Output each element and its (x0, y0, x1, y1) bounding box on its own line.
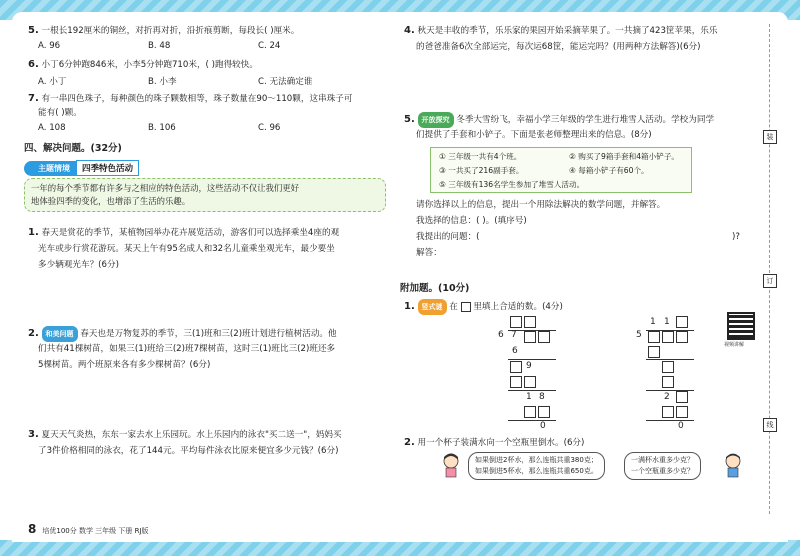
problem-5-answer: 解答： (416, 248, 442, 258)
option-c: C. 96 (258, 123, 281, 133)
answer-box[interactable] (510, 316, 522, 328)
answer-box[interactable] (510, 361, 522, 373)
binding-line (769, 24, 770, 514)
theme-ribbon (24, 160, 139, 176)
answer-box[interactable] (538, 331, 550, 343)
answer-box[interactable] (676, 406, 688, 418)
answer-box[interactable] (662, 406, 674, 418)
division-puzzle-1 (496, 316, 566, 436)
ribbon-title: 四季特色活动 (76, 160, 139, 176)
bubble-line: 如果倒进2杯水，那么连瓶共重380克； (475, 456, 598, 464)
dividend-digit: 7 (511, 330, 517, 340)
remainder: 0 (678, 421, 684, 431)
step-line (646, 359, 694, 360)
bottom-decorative-band (0, 540, 800, 556)
option-c: C. 24 (258, 41, 281, 51)
divisor: 5 (636, 330, 642, 340)
step-digit: 6 (512, 346, 518, 356)
binding-mark: 订 (763, 274, 777, 288)
problem-5-line: 们提供了手套和小铲子。下面是张老师整理出来的信息。(8分) (416, 130, 652, 140)
divisor: 6 (498, 330, 504, 340)
division-puzzle-2 (634, 316, 704, 436)
intro-box (24, 178, 386, 212)
extra-1: 1. 竖式谜 在 里填上合适的数。(4分) (404, 299, 563, 315)
answer-box[interactable] (648, 331, 660, 343)
step-digit: 9 (526, 361, 532, 371)
problem-3: 3. 夏天天气炎热，东东一家去水上乐园玩。水上乐园内的泳衣"买二送一"，妈妈买 (28, 429, 342, 440)
problem-4-line: 的爸爸准备6次全部运完，每次运68筐，能运完吗？(用两种方法解答)(6分) (416, 42, 701, 52)
problem-5-info-select: 我选择的信息：( )。(填序号) (416, 216, 527, 226)
problem-5-question: 我提出的问题：( (416, 232, 480, 242)
info-box (430, 147, 692, 193)
girl-icon (440, 452, 462, 478)
intro-line: 地体验四季的变化，也增添了生活的乐趣。 (31, 196, 191, 206)
answer-box[interactable] (510, 376, 522, 388)
problem-1-line: 光车或步行赏花游玩。某天上午有95名成人和32名儿童乘坐观光车，最少要坐 (38, 244, 335, 254)
binding-mark: 装 (763, 130, 777, 144)
remainder: 0 (540, 421, 546, 431)
ribbon-label: 主题情境 (24, 161, 76, 176)
problem-1: 1. 春天是赏花的季节，某植物园举办花卉展览活动，游客们可以选择乘坐4座的观 (28, 227, 340, 238)
step-digit: 1 (526, 392, 532, 402)
answer-box[interactable] (662, 361, 674, 373)
info-item: ② 购买了9箱手套和4箱小铲子。 (569, 152, 680, 161)
question-7: 7. 有一串四色珠子，每种颜色的珠子颗数相等，珠子数量在90～110颗，这串珠子可 (28, 93, 353, 104)
problem-badge: 开放探究 (418, 112, 454, 128)
option-b: B. 小李 (148, 77, 177, 87)
option-b: B. 48 (148, 41, 171, 51)
option-a: A. 96 (38, 41, 61, 51)
extra-heading: 附加题。(10分) (400, 283, 470, 294)
step-line (646, 420, 694, 421)
extra-2: 2. 用一个杯子装满水向一个空瓶里倒水。(6分) (404, 437, 585, 448)
question-6: 6. 小丁6分钟跑846米，小李5分钟跑710米，( )跑得较快。 (28, 59, 258, 70)
problem-2-line: 5棵树苗。两个班原来各有多少棵树苗？(6分) (38, 360, 211, 370)
step-line (508, 420, 556, 421)
bubble-line: 如果倒进5杯水，那么连瓶共重650克。 (475, 467, 598, 475)
answer-box[interactable] (524, 406, 536, 418)
page-number: 8 (28, 522, 37, 536)
intro-line: 一年的每个季节都有许多与之相应的特色活动，这些活动不仅让我们更好 (31, 183, 299, 193)
step-line (508, 359, 556, 360)
problem-1-line: 多少辆观光车？(6分) (38, 260, 119, 270)
question-7-cont: 能有( )颗。 (38, 108, 82, 118)
answer-box[interactable] (676, 316, 688, 328)
quotient-digit: 1 (650, 317, 656, 327)
answer-box[interactable] (676, 331, 688, 343)
answer-box[interactable] (662, 376, 674, 388)
problem-badge: 和美问题 (42, 326, 78, 342)
info-item: ① 三年级一共有4个班。 (439, 152, 522, 161)
answer-box[interactable] (524, 316, 536, 328)
problem-2-line: 们共有41棵树苗，如果三(1)班给三(2)班7棵树苗，这时三(1)班比三(2)班还多 (38, 344, 336, 354)
step-digit: 8 (539, 392, 545, 402)
binding-mark: 线 (763, 418, 777, 432)
problem-3-line: 了3件价格相同的泳衣，花了144元。平均每件泳衣比原来便宜多少元钱？(6分) (38, 446, 339, 456)
problem-5-question-end: )? (732, 232, 740, 242)
question-5: 5. 一根长192厘米的铜丝，对折再对折，沿折痕剪断，每段长( )厘米。 (28, 25, 300, 36)
footer-text: 培优100分 数学 三年级 下册 RJ版 (42, 527, 149, 535)
info-item: ③ 一共买了216副手套。 (439, 166, 524, 175)
bubble-line: 一个空瓶重多少克？ (631, 467, 694, 475)
answer-box[interactable] (524, 331, 536, 343)
qr-caption: 视频讲解 (724, 342, 745, 348)
option-a: A. 小丁 (38, 77, 67, 87)
problem-2: 2. 和美问题 春天也是万物复苏的季节，三(1)班和三(2)班计划进行植树活动。他 (28, 326, 337, 342)
info-item: ④ 每箱小铲子有60个。 (569, 166, 649, 175)
info-item: ⑤ 三年级有136名学生参加了堆雪人活动。 (439, 180, 585, 189)
quotient-digit: 1 (664, 317, 670, 327)
option-c: C. 无法确定谁 (258, 77, 313, 87)
problem-badge: 竖式谜 (418, 299, 447, 315)
page-footer (28, 522, 149, 536)
option-a: A. 108 (38, 123, 66, 133)
problem-5: 5. 开放探究 冬季大雪纷飞，幸福小学三年级的学生进行堆雪人活动。学校为同学 (404, 112, 714, 128)
section-heading: 四、解决问题。(32分) (24, 143, 122, 154)
option-b: B. 106 (148, 123, 176, 133)
problem-4: 4. 秋天是丰收的季节，乐乐家的果园开始采摘苹果了。一共摘了423筐苹果，乐乐 (404, 25, 718, 36)
boy-icon (722, 452, 744, 478)
speech-bubble-left (468, 452, 605, 480)
left-column (24, 0, 404, 540)
answer-box[interactable] (676, 391, 688, 403)
problem-5-instruction: 请你选择以上的信息，提出一个用除法解决的数学问题，并解答。 (416, 200, 666, 210)
blank-box-icon (461, 302, 471, 312)
bubble-line: 一满杯水重多少克？ (631, 456, 694, 464)
step-digit: 2 (664, 392, 670, 402)
answer-box[interactable] (524, 376, 536, 388)
step-line (508, 390, 556, 391)
qr-code-icon[interactable] (727, 312, 755, 340)
answer-box[interactable] (662, 331, 674, 343)
speech-bubble-right (624, 452, 701, 480)
answer-box[interactable] (648, 346, 660, 358)
answer-box[interactable] (538, 406, 550, 418)
